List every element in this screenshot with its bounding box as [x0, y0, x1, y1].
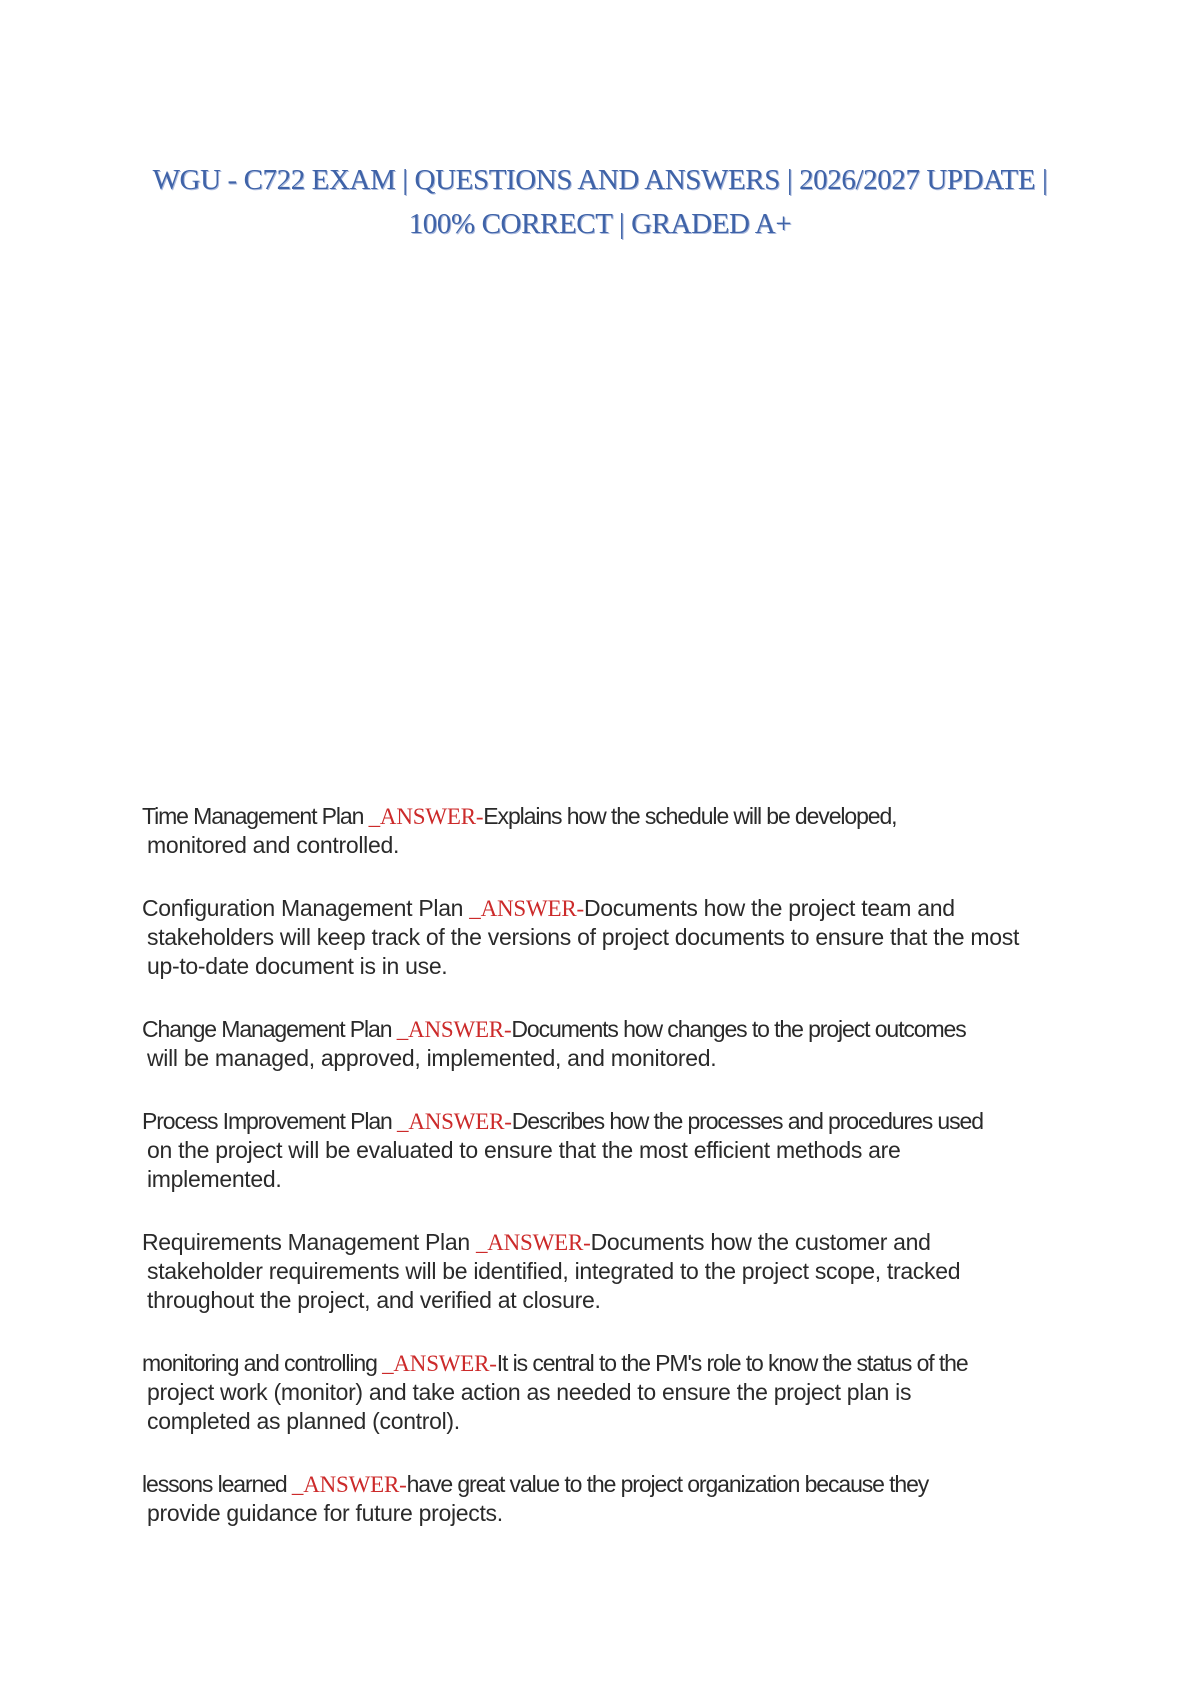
qa-term: lessons learned: [142, 1471, 292, 1497]
answer-marker: _ANSWER-: [397, 1109, 512, 1134]
qa-answer-continued: stakeholder requirements will be identified, integrated to the project scope, tracked: [147, 1258, 961, 1284]
qa-list: [142, 802, 1042, 1562]
qa-item-time-management-plan: [142, 802, 1042, 860]
answer-marker: _ANSWER-: [368, 804, 484, 829]
qa-item-configuration-management-plan: [142, 894, 1042, 981]
qa-item-process-improvement-plan: [142, 1107, 1042, 1194]
qa-answer-continued: completed as planned (control).: [147, 1408, 460, 1434]
qa-item-change-management-plan: [142, 1015, 1042, 1073]
qa-item-lessons-learned: [142, 1470, 1042, 1528]
qa-answer: Documents how changes to the project outcomes: [511, 1016, 966, 1042]
qa-term: Configuration Management Plan: [142, 895, 470, 921]
qa-answer: Describes how the processes and procedures used: [511, 1108, 983, 1134]
answer-marker: _ANSWER-: [291, 1472, 407, 1497]
qa-answer: Documents how the customer and: [590, 1229, 931, 1255]
qa-answer-continued: up-to-date document is in use.: [147, 953, 448, 979]
answer-marker: _ANSWER-: [396, 1017, 512, 1042]
qa-term: Process Improvement Plan: [142, 1108, 398, 1134]
answer-marker: _ANSWER-: [382, 1351, 497, 1376]
qa-term: Requirements Management Plan: [142, 1229, 476, 1255]
qa-answer-continued: will be managed, approved, implemented, and monitored.: [147, 1045, 717, 1071]
qa-term: Time Management Plan: [142, 803, 369, 829]
answer-marker: _ANSWER-: [475, 1230, 591, 1255]
qa-answer-continued: project work (monitor) and take action as needed to ensure the project plan is: [147, 1379, 912, 1405]
qa-answer-continued: throughout the project, and verified at closure.: [147, 1287, 601, 1313]
qa-answer: It is central to the PM's role to know the status of the: [496, 1350, 968, 1376]
qa-answer-continued: stakeholders will keep track of the versions of project documents to ensure that the most: [147, 924, 1020, 950]
qa-term: monitoring and controlling: [142, 1350, 383, 1376]
qa-answer: Documents how the project team and: [583, 895, 955, 921]
answer-marker: _ANSWER-: [469, 896, 584, 921]
qa-answer-continued: monitored and controlled.: [147, 832, 400, 858]
qa-answer-continued: provide guidance for future projects.: [147, 1500, 503, 1526]
document-title: [140, 158, 1060, 246]
qa-term: Change Management Plan: [142, 1016, 397, 1042]
qa-answer-continued: implemented.: [147, 1166, 282, 1192]
qa-item-requirements-management-plan: [142, 1228, 1042, 1315]
qa-answer: have great value to the project organization because they: [406, 1471, 929, 1497]
title-line-1: WGU - C722 EXAM | QUESTIONS AND ANSWERS | 2026/2027 UPDATE |: [152, 164, 1048, 196]
qa-answer: Explains how the schedule will be developed,: [483, 803, 897, 829]
qa-item-monitoring-and-controlling: [142, 1349, 1042, 1436]
qa-answer-continued: on the project will be evaluated to ensure that the most efficient methods are: [147, 1137, 901, 1163]
title-line-2: 100% CORRECT | GRADED A+: [408, 208, 792, 240]
